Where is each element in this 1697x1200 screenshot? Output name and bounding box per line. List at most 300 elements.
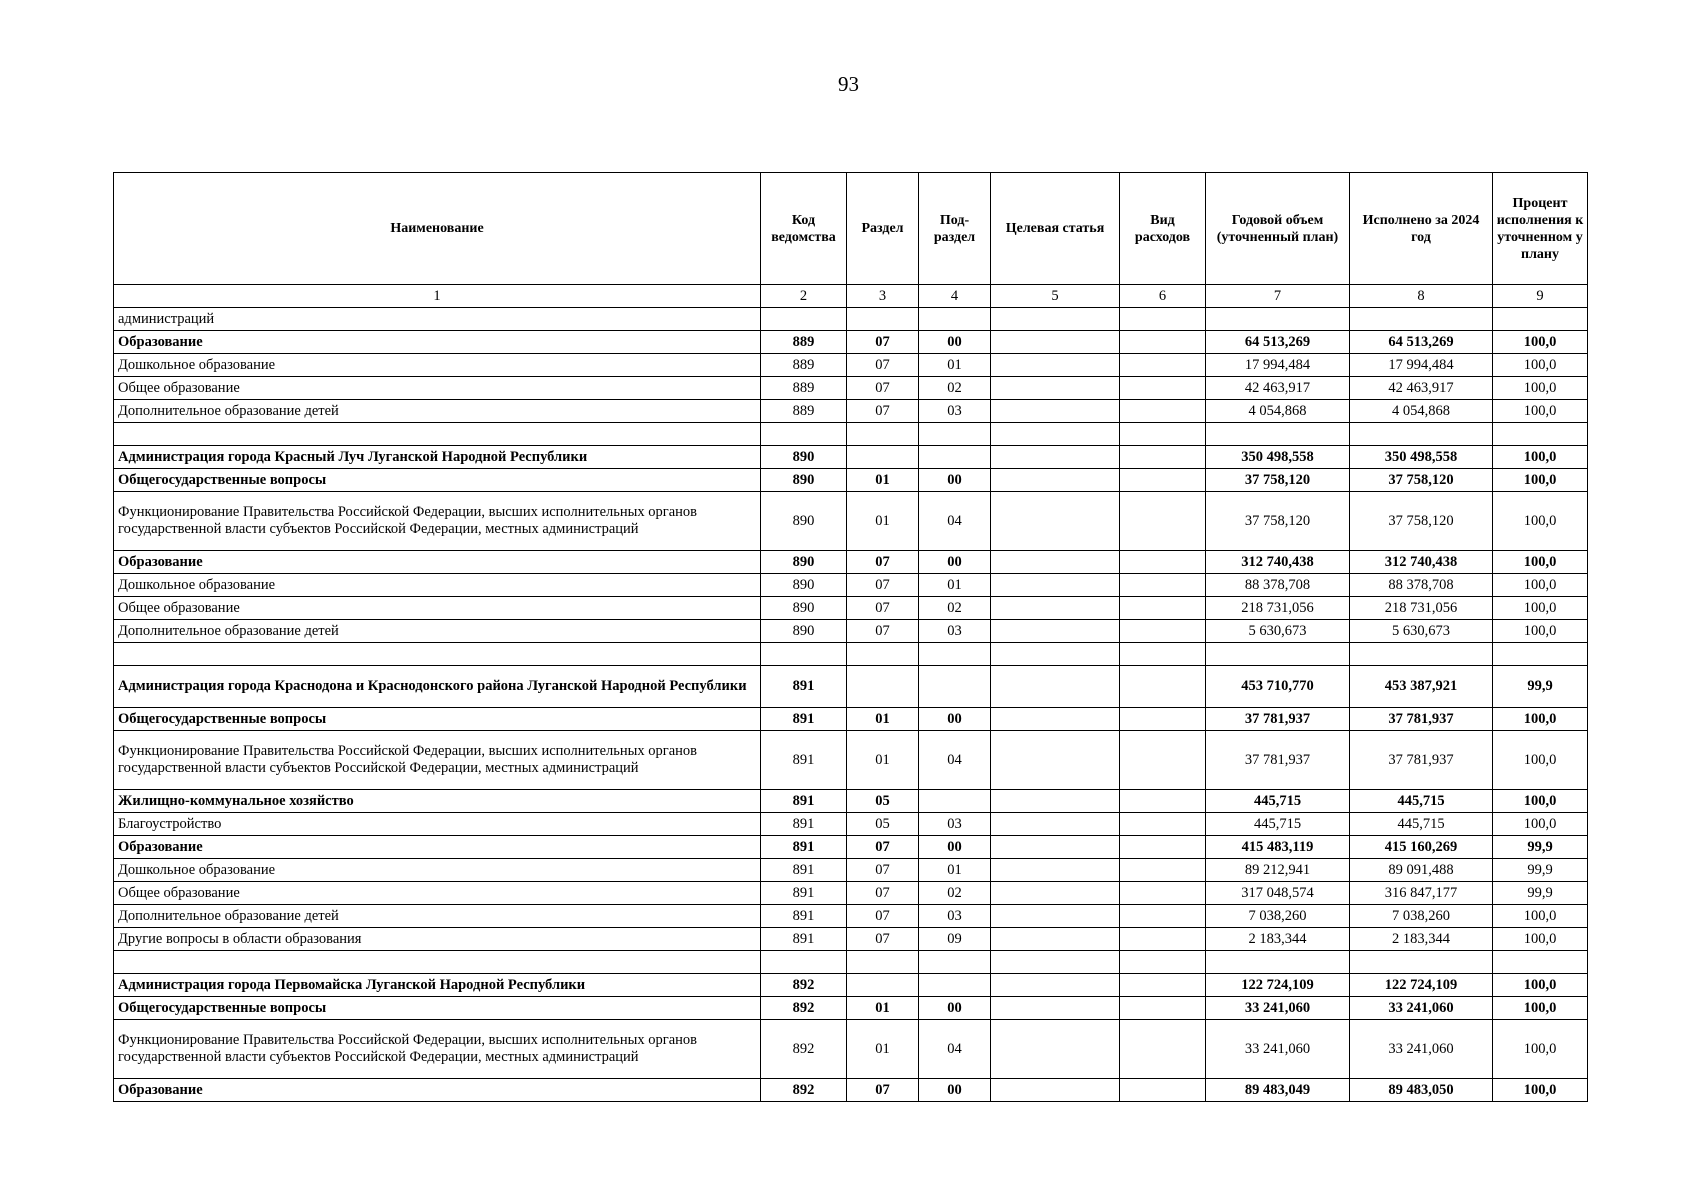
cell-procent: 100,0 [1493, 731, 1588, 790]
cell-procent: 100,0 [1493, 469, 1588, 492]
cell-vid [1120, 666, 1206, 708]
cell-procent [1493, 951, 1588, 974]
cell-razdel: 07 [847, 377, 919, 400]
cell-procent: 100,0 [1493, 813, 1588, 836]
table-row [114, 446, 1588, 469]
table-row [114, 1079, 1588, 1102]
cell-name: Общее образование [114, 377, 761, 400]
header-vid: Вид расходов [1120, 173, 1206, 285]
cell-statya [991, 951, 1120, 974]
cell-kod: 891 [761, 928, 847, 951]
cell-razdel: 07 [847, 1079, 919, 1102]
cell-vid [1120, 882, 1206, 905]
cell-statya [991, 708, 1120, 731]
cell-vid [1120, 997, 1206, 1020]
cell-podrazdel: 02 [919, 882, 991, 905]
cell-razdel [847, 446, 919, 469]
cell-plan: 122 724,109 [1206, 974, 1350, 997]
budget-execution-table [113, 172, 1588, 1102]
column-number: 1 [114, 285, 761, 308]
cell-podrazdel: 04 [919, 1020, 991, 1079]
cell-ispolneno: 218 731,056 [1350, 597, 1493, 620]
cell-vid [1120, 423, 1206, 446]
cell-procent: 100,0 [1493, 1079, 1588, 1102]
cell-vid [1120, 790, 1206, 813]
cell-podrazdel: 00 [919, 469, 991, 492]
cell-razdel: 07 [847, 620, 919, 643]
cell-vid [1120, 928, 1206, 951]
cell-statya [991, 551, 1120, 574]
cell-ispolneno: 37 781,937 [1350, 731, 1493, 790]
cell-razdel [847, 643, 919, 666]
cell-name [114, 423, 761, 446]
header-name: Наименование [114, 173, 761, 285]
cell-name: Общегосударственные вопросы [114, 708, 761, 731]
cell-procent: 100,0 [1493, 974, 1588, 997]
cell-podrazdel: 03 [919, 400, 991, 423]
table-row [114, 790, 1588, 813]
cell-plan: 350 498,558 [1206, 446, 1350, 469]
cell-podrazdel: 01 [919, 354, 991, 377]
cell-podrazdel: 04 [919, 492, 991, 551]
cell-statya [991, 492, 1120, 551]
cell-procent: 100,0 [1493, 620, 1588, 643]
cell-kod [761, 308, 847, 331]
cell-procent: 100,0 [1493, 492, 1588, 551]
cell-ispolneno: 445,715 [1350, 790, 1493, 813]
cell-razdel: 07 [847, 354, 919, 377]
cell-razdel: 01 [847, 731, 919, 790]
table-row [114, 928, 1588, 951]
table-row [114, 597, 1588, 620]
cell-name: Образование [114, 331, 761, 354]
cell-ispolneno: 4 054,868 [1350, 400, 1493, 423]
page-number: 93 [838, 72, 859, 96]
cell-name: Общегосударственные вопросы [114, 469, 761, 492]
header-plan: Годовой объем (уточненный план) [1206, 173, 1350, 285]
cell-procent: 99,9 [1493, 882, 1588, 905]
cell-plan: 64 513,269 [1206, 331, 1350, 354]
cell-name: Другие вопросы в области образования [114, 928, 761, 951]
cell-statya [991, 400, 1120, 423]
cell-razdel: 01 [847, 708, 919, 731]
cell-podrazdel: 00 [919, 551, 991, 574]
cell-ispolneno [1350, 643, 1493, 666]
cell-ispolneno [1350, 423, 1493, 446]
table-row [114, 354, 1588, 377]
cell-kod [761, 423, 847, 446]
cell-kod: 892 [761, 1079, 847, 1102]
cell-name: Общее образование [114, 882, 761, 905]
cell-kod: 889 [761, 331, 847, 354]
cell-plan: 33 241,060 [1206, 997, 1350, 1020]
cell-statya [991, 928, 1120, 951]
cell-ispolneno: 33 241,060 [1350, 997, 1493, 1020]
cell-podrazdel [919, 643, 991, 666]
cell-plan: 5 630,673 [1206, 620, 1350, 643]
cell-podrazdel: 00 [919, 1079, 991, 1102]
cell-name: Образование [114, 836, 761, 859]
cell-plan [1206, 643, 1350, 666]
cell-podrazdel: 01 [919, 859, 991, 882]
cell-plan: 2 183,344 [1206, 928, 1350, 951]
cell-statya [991, 731, 1120, 790]
cell-kod: 891 [761, 882, 847, 905]
cell-plan: 317 048,574 [1206, 882, 1350, 905]
cell-vid [1120, 859, 1206, 882]
cell-statya [991, 836, 1120, 859]
cell-name: Образование [114, 551, 761, 574]
table-row [114, 492, 1588, 551]
cell-procent [1493, 308, 1588, 331]
column-number: 4 [919, 285, 991, 308]
cell-kod [761, 643, 847, 666]
cell-statya [991, 643, 1120, 666]
cell-kod: 890 [761, 597, 847, 620]
cell-ispolneno: 2 183,344 [1350, 928, 1493, 951]
cell-kod: 890 [761, 620, 847, 643]
cell-plan: 33 241,060 [1206, 1020, 1350, 1079]
cell-vid [1120, 1020, 1206, 1079]
header-kod: Код ведомства [761, 173, 847, 285]
cell-razdel: 07 [847, 400, 919, 423]
cell-vid [1120, 574, 1206, 597]
cell-plan: 37 781,937 [1206, 708, 1350, 731]
cell-statya [991, 1079, 1120, 1102]
cell-procent: 100,0 [1493, 708, 1588, 731]
cell-vid [1120, 813, 1206, 836]
cell-razdel [847, 308, 919, 331]
cell-podrazdel: 03 [919, 813, 991, 836]
cell-vid [1120, 492, 1206, 551]
cell-podrazdel [919, 974, 991, 997]
cell-ispolneno: 89 091,488 [1350, 859, 1493, 882]
cell-plan: 17 994,484 [1206, 354, 1350, 377]
column-number: 8 [1350, 285, 1493, 308]
table-row [114, 951, 1588, 974]
cell-name: Дошкольное образование [114, 574, 761, 597]
cell-podrazdel: 03 [919, 905, 991, 928]
cell-kod: 890 [761, 469, 847, 492]
cell-statya [991, 331, 1120, 354]
table-row [114, 331, 1588, 354]
cell-vid [1120, 731, 1206, 790]
cell-podrazdel: 03 [919, 620, 991, 643]
column-number: 5 [991, 285, 1120, 308]
cell-procent: 100,0 [1493, 400, 1588, 423]
cell-procent: 100,0 [1493, 354, 1588, 377]
cell-statya [991, 974, 1120, 997]
cell-ispolneno: 17 994,484 [1350, 354, 1493, 377]
cell-procent: 100,0 [1493, 905, 1588, 928]
header-row [114, 173, 1588, 285]
cell-plan: 445,715 [1206, 813, 1350, 836]
cell-procent: 100,0 [1493, 928, 1588, 951]
cell-vid [1120, 836, 1206, 859]
cell-kod: 891 [761, 813, 847, 836]
cell-razdel [847, 423, 919, 446]
header-ispolneno: Исполнено за 2024 год [1350, 173, 1493, 285]
cell-plan: 453 710,770 [1206, 666, 1350, 708]
cell-razdel: 05 [847, 790, 919, 813]
cell-statya [991, 597, 1120, 620]
table-row [114, 813, 1588, 836]
cell-plan: 89 483,049 [1206, 1079, 1350, 1102]
cell-ispolneno: 415 160,269 [1350, 836, 1493, 859]
table-row [114, 859, 1588, 882]
cell-razdel: 01 [847, 1020, 919, 1079]
cell-razdel: 05 [847, 813, 919, 836]
cell-statya [991, 859, 1120, 882]
cell-podrazdel [919, 666, 991, 708]
table-row [114, 423, 1588, 446]
cell-podrazdel: 00 [919, 836, 991, 859]
cell-podrazdel: 04 [919, 731, 991, 790]
cell-plan: 218 731,056 [1206, 597, 1350, 620]
cell-statya [991, 574, 1120, 597]
cell-procent [1493, 643, 1588, 666]
cell-podrazdel [919, 951, 991, 974]
cell-vid [1120, 905, 1206, 928]
cell-kod: 889 [761, 377, 847, 400]
cell-name: Администрация города Краснодона и Краснодонского района Луганской Народной Республики [114, 666, 761, 708]
cell-kod: 892 [761, 997, 847, 1020]
cell-kod: 890 [761, 446, 847, 469]
cell-ispolneno: 64 513,269 [1350, 331, 1493, 354]
cell-statya [991, 882, 1120, 905]
cell-razdel: 07 [847, 836, 919, 859]
cell-vid [1120, 708, 1206, 731]
cell-statya [991, 666, 1120, 708]
cell-ispolneno: 33 241,060 [1350, 1020, 1493, 1079]
table-row [114, 551, 1588, 574]
cell-kod: 889 [761, 400, 847, 423]
cell-name: Дополнительное образование детей [114, 620, 761, 643]
cell-name: Функционирование Правительства Российской Федерации, высших исполнительных органов государственной власти субъектов Российской Федерации, местных администраций [114, 492, 761, 551]
cell-plan: 37 781,937 [1206, 731, 1350, 790]
column-number: 2 [761, 285, 847, 308]
cell-name: Общее образование [114, 597, 761, 620]
header-statya: Целевая статья [991, 173, 1120, 285]
cell-podrazdel: 00 [919, 331, 991, 354]
cell-kod: 891 [761, 905, 847, 928]
cell-kod: 890 [761, 574, 847, 597]
cell-plan: 88 378,708 [1206, 574, 1350, 597]
cell-kod: 892 [761, 1020, 847, 1079]
cell-kod: 890 [761, 551, 847, 574]
table-row [114, 666, 1588, 708]
cell-statya [991, 377, 1120, 400]
cell-vid [1120, 951, 1206, 974]
cell-ispolneno: 316 847,177 [1350, 882, 1493, 905]
cell-name: Администрация города Первомайска Луганской Народной Республики [114, 974, 761, 997]
cell-razdel: 07 [847, 597, 919, 620]
column-number: 3 [847, 285, 919, 308]
column-number: 6 [1120, 285, 1206, 308]
cell-ispolneno: 37 758,120 [1350, 492, 1493, 551]
table-row [114, 731, 1588, 790]
cell-plan: 42 463,917 [1206, 377, 1350, 400]
cell-kod: 891 [761, 731, 847, 790]
table-body [114, 308, 1588, 1102]
cell-razdel: 07 [847, 331, 919, 354]
cell-name [114, 951, 761, 974]
cell-razdel [847, 951, 919, 974]
cell-podrazdel: 02 [919, 377, 991, 400]
cell-podrazdel [919, 790, 991, 813]
cell-plan [1206, 951, 1350, 974]
cell-podrazdel [919, 423, 991, 446]
cell-razdel: 07 [847, 882, 919, 905]
table-row [114, 836, 1588, 859]
cell-vid [1120, 643, 1206, 666]
cell-procent: 100,0 [1493, 997, 1588, 1020]
cell-procent: 99,9 [1493, 666, 1588, 708]
cell-plan: 37 758,120 [1206, 469, 1350, 492]
table-row [114, 574, 1588, 597]
cell-ispolneno: 42 463,917 [1350, 377, 1493, 400]
cell-ispolneno: 89 483,050 [1350, 1079, 1493, 1102]
cell-vid [1120, 308, 1206, 331]
cell-procent: 100,0 [1493, 790, 1588, 813]
cell-statya [991, 620, 1120, 643]
cell-name: Общегосударственные вопросы [114, 997, 761, 1020]
cell-vid [1120, 597, 1206, 620]
cell-name: Функционирование Правительства Российской Федерации, высших исполнительных органов государственной власти субъектов Российской Федерации, местных администраций [114, 1020, 761, 1079]
cell-podrazdel: 00 [919, 708, 991, 731]
cell-kod: 891 [761, 666, 847, 708]
cell-vid [1120, 620, 1206, 643]
cell-procent [1493, 423, 1588, 446]
cell-procent: 100,0 [1493, 597, 1588, 620]
cell-razdel: 07 [847, 928, 919, 951]
table-row [114, 620, 1588, 643]
cell-statya [991, 997, 1120, 1020]
cell-statya [991, 446, 1120, 469]
cell-ispolneno [1350, 951, 1493, 974]
cell-vid [1120, 354, 1206, 377]
cell-vid [1120, 469, 1206, 492]
cell-razdel [847, 974, 919, 997]
cell-razdel [847, 666, 919, 708]
cell-procent: 100,0 [1493, 574, 1588, 597]
table-row [114, 1020, 1588, 1079]
cell-plan [1206, 423, 1350, 446]
cell-procent: 100,0 [1493, 331, 1588, 354]
cell-ispolneno: 122 724,109 [1350, 974, 1493, 997]
table-row [114, 708, 1588, 731]
cell-statya [991, 354, 1120, 377]
cell-name: Дошкольное образование [114, 859, 761, 882]
cell-statya [991, 469, 1120, 492]
column-number-row [114, 285, 1588, 308]
table-row [114, 882, 1588, 905]
cell-procent: 100,0 [1493, 551, 1588, 574]
table-row [114, 997, 1588, 1020]
cell-podrazdel: 01 [919, 574, 991, 597]
cell-vid [1120, 1079, 1206, 1102]
cell-razdel: 07 [847, 551, 919, 574]
cell-vid [1120, 446, 1206, 469]
cell-razdel: 01 [847, 469, 919, 492]
cell-name: Администрация города Красный Луч Луганской Народной Республики [114, 446, 761, 469]
cell-statya [991, 790, 1120, 813]
table-row [114, 643, 1588, 666]
cell-procent: 99,9 [1493, 836, 1588, 859]
header-razdel: Раздел [847, 173, 919, 285]
table-row [114, 400, 1588, 423]
cell-plan: 415 483,119 [1206, 836, 1350, 859]
cell-name: Образование [114, 1079, 761, 1102]
cell-statya [991, 423, 1120, 446]
cell-vid [1120, 551, 1206, 574]
cell-ispolneno: 350 498,558 [1350, 446, 1493, 469]
cell-vid [1120, 400, 1206, 423]
table-row [114, 377, 1588, 400]
cell-kod: 889 [761, 354, 847, 377]
cell-kod: 891 [761, 708, 847, 731]
cell-kod: 891 [761, 859, 847, 882]
cell-name: Дополнительное образование детей [114, 905, 761, 928]
cell-ispolneno: 5 630,673 [1350, 620, 1493, 643]
cell-name: Благоустройство [114, 813, 761, 836]
cell-kod: 891 [761, 790, 847, 813]
cell-statya [991, 1020, 1120, 1079]
cell-ispolneno: 445,715 [1350, 813, 1493, 836]
cell-plan: 7 038,260 [1206, 905, 1350, 928]
cell-ispolneno: 7 038,260 [1350, 905, 1493, 928]
cell-statya [991, 905, 1120, 928]
table-row [114, 308, 1588, 331]
table-row [114, 905, 1588, 928]
header-procent: Процент исполнения к уточненном у плану [1493, 173, 1588, 285]
cell-razdel: 07 [847, 574, 919, 597]
cell-procent: 100,0 [1493, 446, 1588, 469]
cell-name: Дошкольное образование [114, 354, 761, 377]
cell-vid [1120, 331, 1206, 354]
cell-kod [761, 951, 847, 974]
cell-ispolneno: 453 387,921 [1350, 666, 1493, 708]
cell-ispolneno: 37 781,937 [1350, 708, 1493, 731]
cell-razdel: 01 [847, 492, 919, 551]
cell-podrazdel: 00 [919, 997, 991, 1020]
cell-ispolneno: 88 378,708 [1350, 574, 1493, 597]
column-number: 7 [1206, 285, 1350, 308]
cell-razdel: 07 [847, 905, 919, 928]
cell-procent: 100,0 [1493, 377, 1588, 400]
table-row [114, 974, 1588, 997]
cell-kod: 892 [761, 974, 847, 997]
cell-razdel: 01 [847, 997, 919, 1020]
cell-podrazdel: 09 [919, 928, 991, 951]
cell-plan [1206, 308, 1350, 331]
cell-procent: 99,9 [1493, 859, 1588, 882]
cell-vid [1120, 377, 1206, 400]
cell-podrazdel [919, 446, 991, 469]
cell-procent: 100,0 [1493, 1020, 1588, 1079]
cell-plan: 445,715 [1206, 790, 1350, 813]
cell-plan: 89 212,941 [1206, 859, 1350, 882]
cell-podrazdel: 02 [919, 597, 991, 620]
cell-name: Функционирование Правительства Российской Федерации, высших исполнительных органов государственной власти субъектов Российской Федерации, местных администраций [114, 731, 761, 790]
cell-kod: 890 [761, 492, 847, 551]
cell-plan: 312 740,438 [1206, 551, 1350, 574]
cell-kod: 891 [761, 836, 847, 859]
cell-vid [1120, 974, 1206, 997]
cell-razdel: 07 [847, 859, 919, 882]
cell-name: администраций [114, 308, 761, 331]
cell-ispolneno: 312 740,438 [1350, 551, 1493, 574]
